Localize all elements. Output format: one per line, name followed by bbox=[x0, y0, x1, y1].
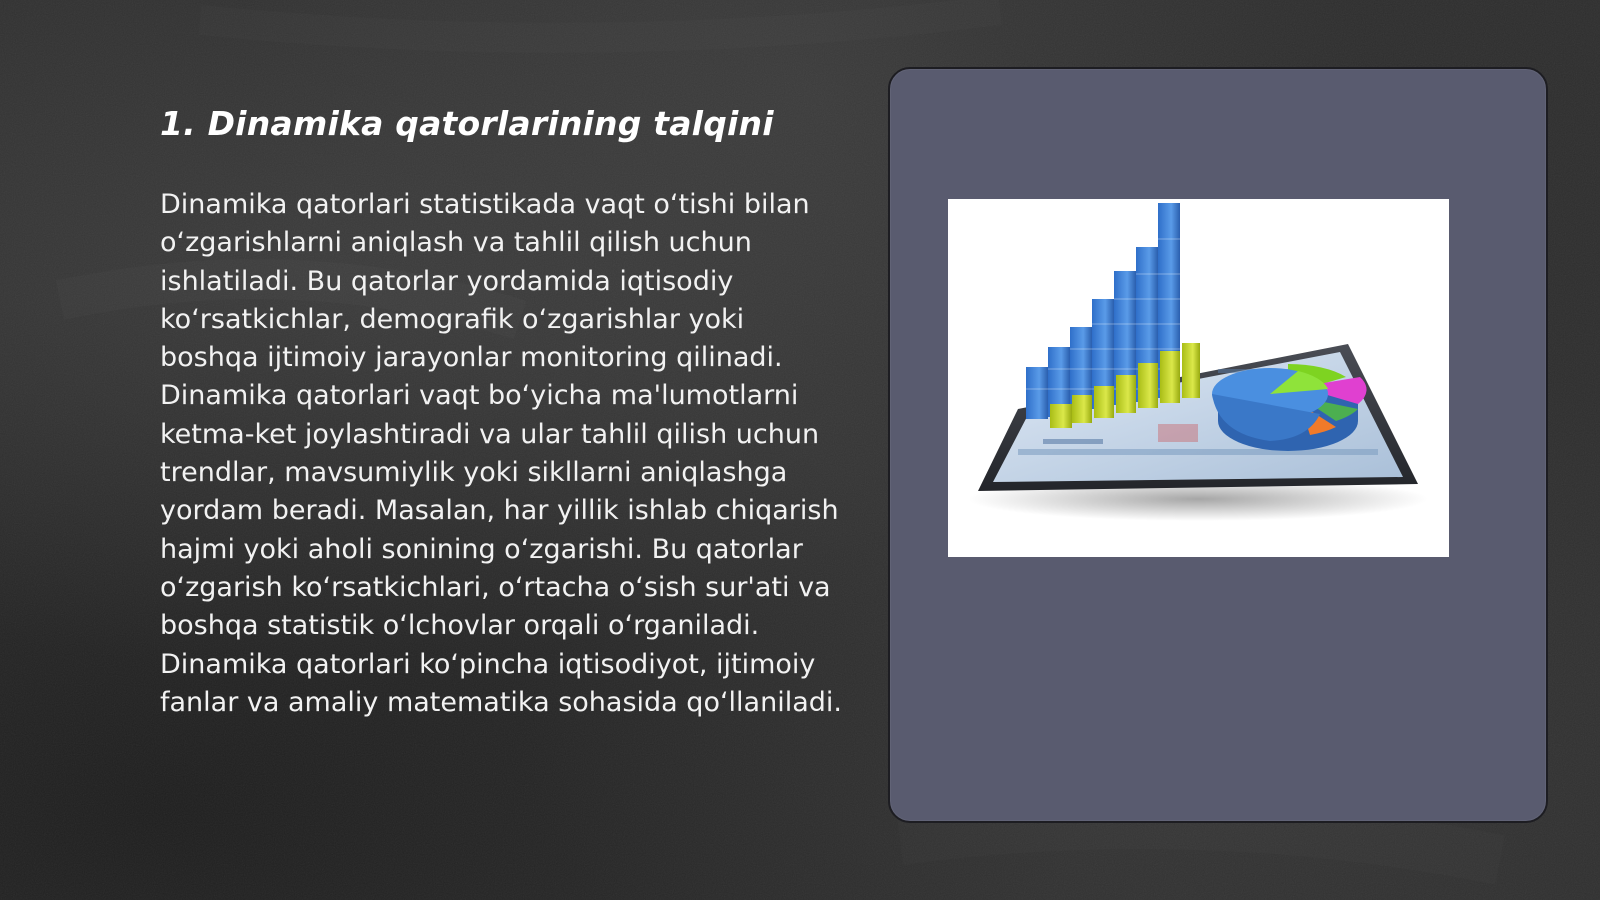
tablet-chart-picture bbox=[948, 199, 1449, 557]
tablet-chart-illustration bbox=[948, 199, 1449, 557]
slide-title: 1. Dinamika qatorlarining talqini bbox=[160, 104, 774, 143]
pie-chart bbox=[1212, 364, 1367, 451]
slide-body-text: Dinamika qatorlari statistikada vaqt o‘tishi bilan o‘zgarishlarni aniqlash va tahlil qilish uchun ishlatiladi. Bu qatorlar yordamida iqtisodiy ko‘rsatkichlar, demografik o‘zgarishlar yoki boshqa ijtimoiy jarayonlar monitoring qilinadi. Dinamika qatorlari vaqt bo‘yicha ma'lumotlarni ketma-ket joylashtiradi va ular tahlil qilish uchun trendlar, mavsumiylik yoki sikllarni aniqlashga yordam beradi. Masalan, har yillik ishlab chiqarish hajmi yoki aholi sonining o‘zgarishi. Bu qatorlar o‘zgarish ko‘rsatkichlari, o‘rtacha o‘sish sur'ati va boshqa statistik o‘lchovlar orqali o‘rganiladi. Dinamika qatorlari ko‘pincha iqtisodiyot, ijtimoiy fanlar va amaliy matematika sohasida qo‘llaniladi. bbox=[160, 189, 842, 718]
